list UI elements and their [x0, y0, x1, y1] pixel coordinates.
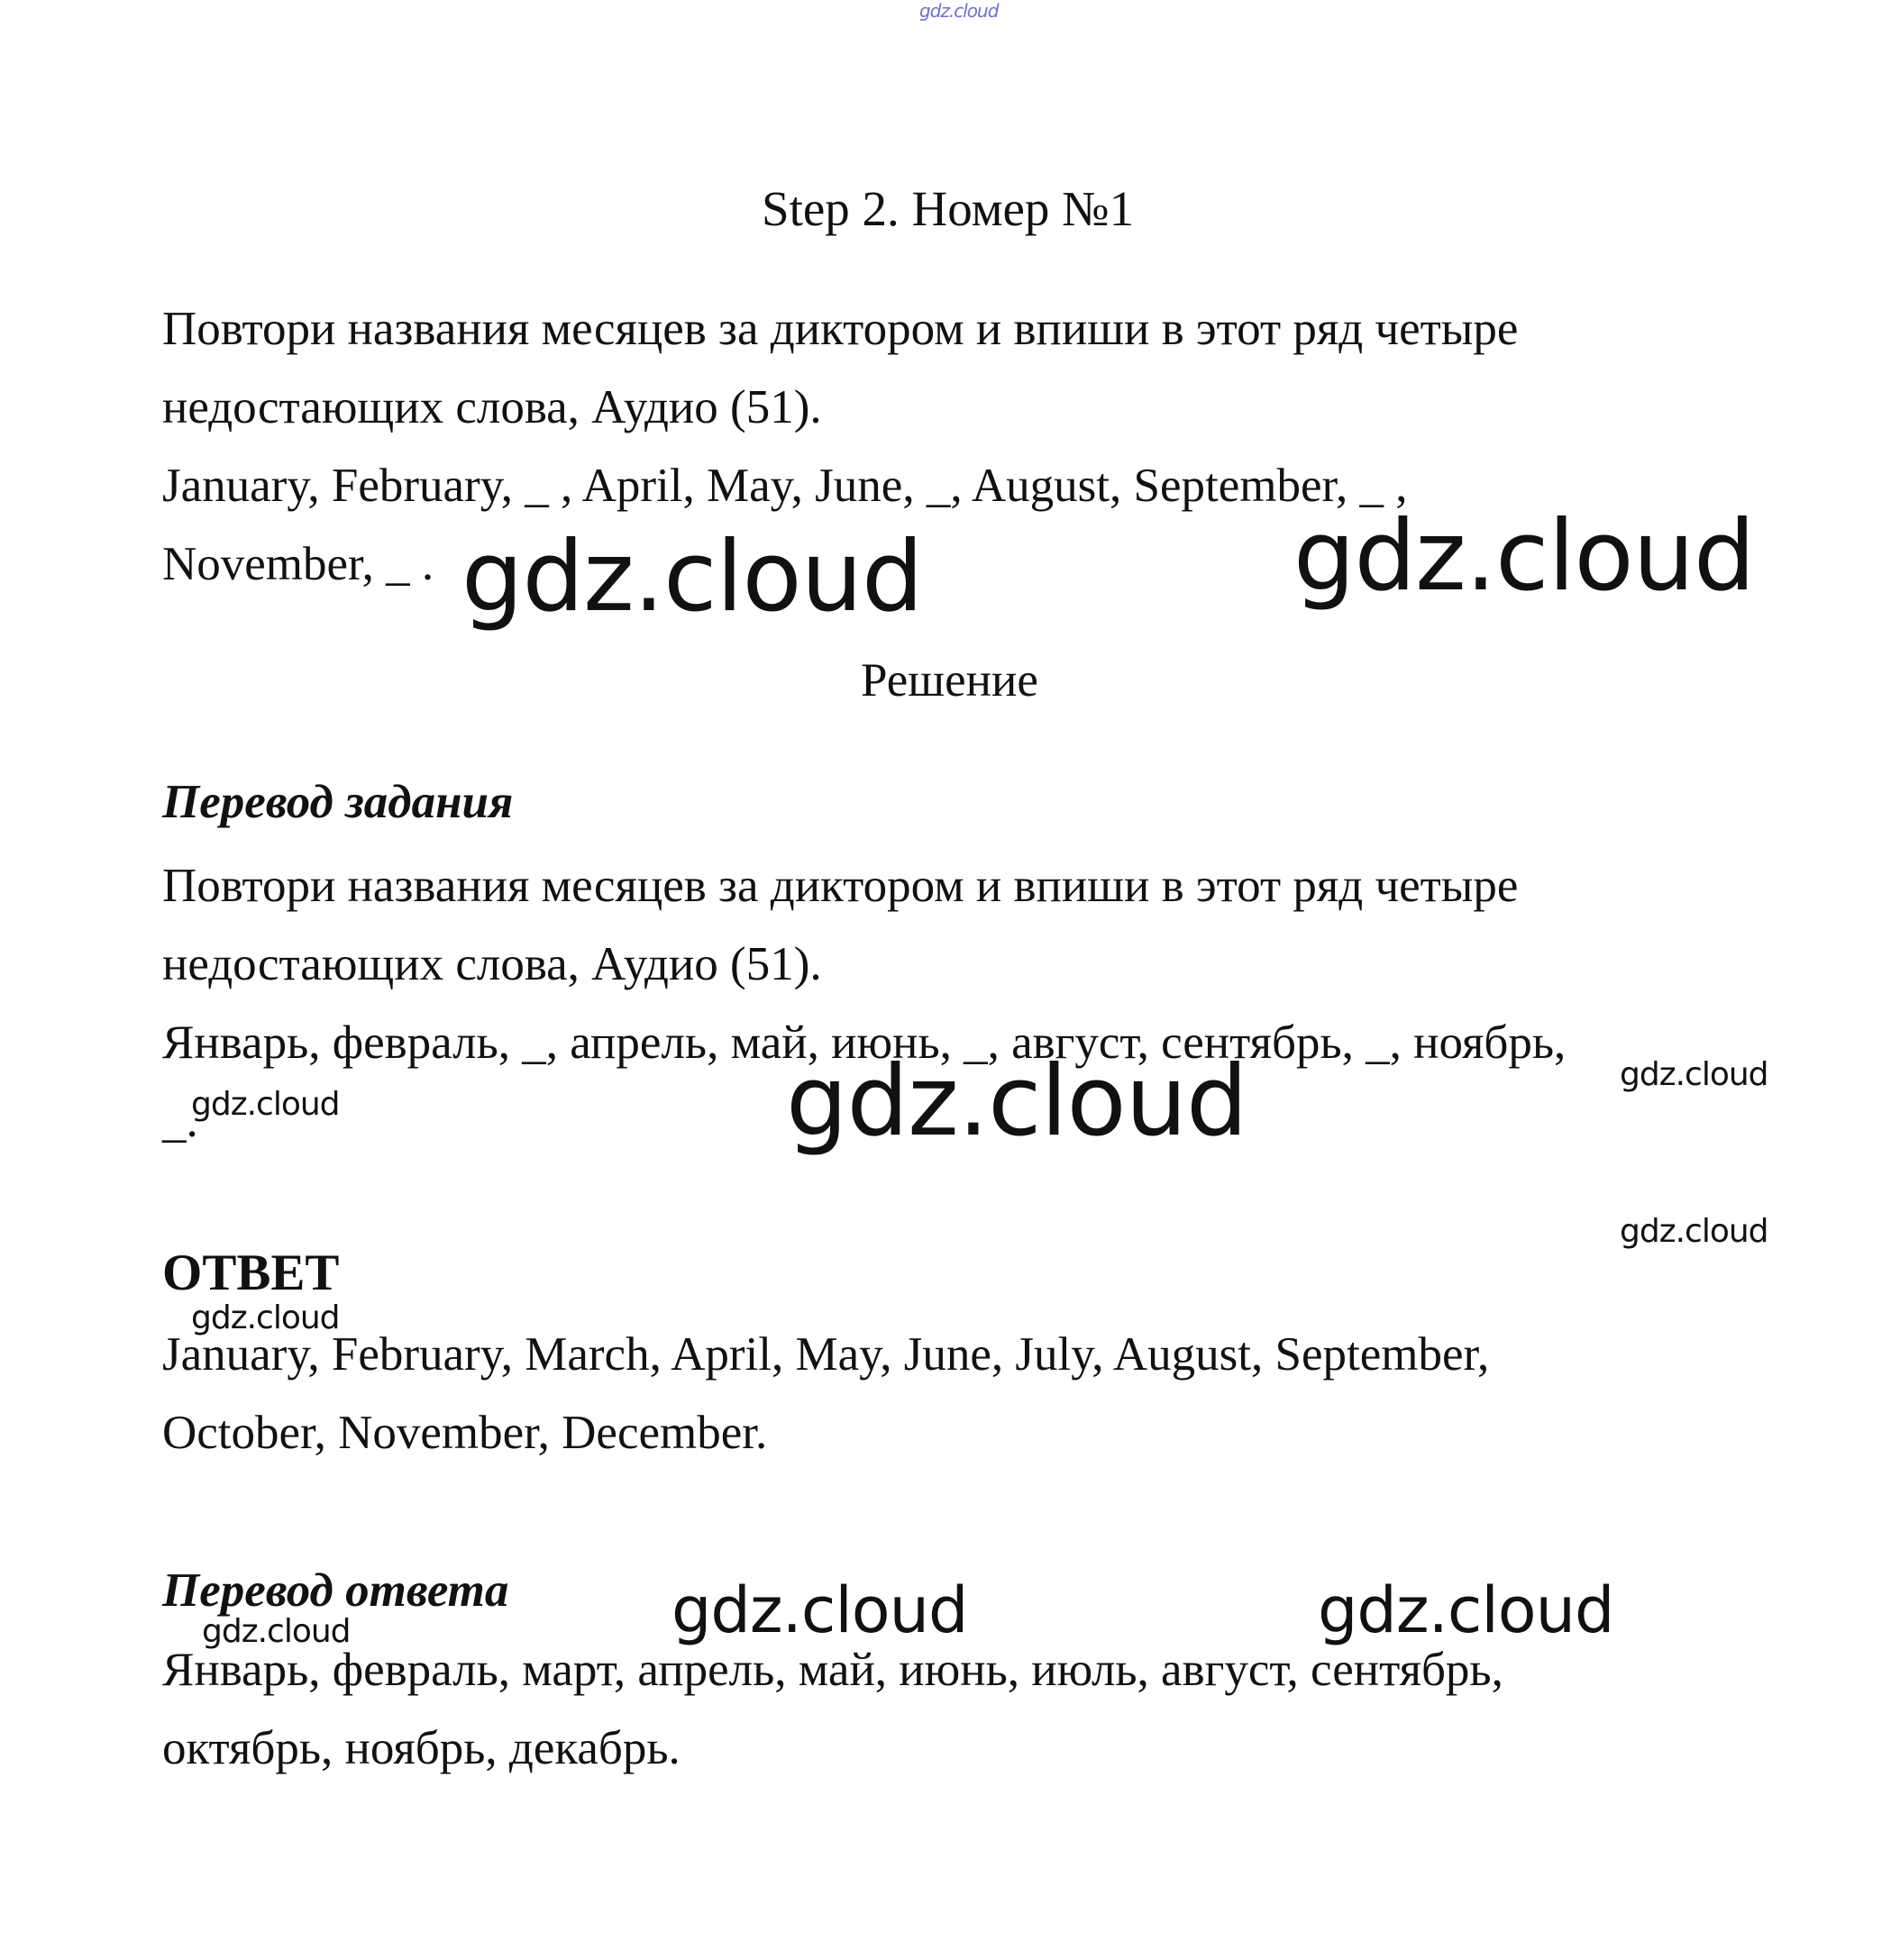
translation-answer-line-2: октябрь, ноябрь, декабрь. — [162, 1722, 681, 1774]
watermark: gdz.cloud — [191, 1299, 340, 1336]
watermark: gdz.cloud — [191, 1086, 340, 1123]
solution-label: Решение — [861, 654, 1038, 707]
watermark: gdz.cloud — [461, 521, 923, 634]
watermark: gdz.cloud — [1620, 1056, 1768, 1093]
watermark: gdz.cloud — [202, 1613, 351, 1650]
answer-line-2: October, November, December. — [162, 1407, 768, 1459]
page-title: Step 2. Номер №1 — [762, 181, 1135, 236]
translation-task-heading: Перевод задания — [162, 776, 514, 828]
task-line-2: недостающих слова, Аудио (51). — [162, 381, 822, 433]
translation-answer-line-1: Январь, февраль, март, апрель, май, июнь, июль, август, сентябрь, — [162, 1644, 1503, 1696]
translation-task-line-4: _. — [162, 1095, 198, 1147]
translation-task-line-2: недостающих слова, Аудио (51). — [162, 938, 822, 990]
watermark: gdz.cloud — [1293, 500, 1755, 613]
translation-task-line-3: Январь, февраль, _, апрель, май, июнь, _, август, сентябрь, _, ноябрь, — [162, 1016, 1567, 1069]
answer-heading: ОТВЕТ — [162, 1244, 340, 1301]
translation-task-line-1: Повтори названия месяцев за диктором и впиши в этот ряд четыре — [162, 860, 1519, 912]
watermark: gdz.cloud — [1620, 1213, 1768, 1250]
translation-answer-heading: Перевод ответа — [162, 1564, 509, 1617]
task-line-1: Повтори названия месяцев за диктором и впиши в этот ряд четыре — [162, 303, 1519, 355]
task-line-4: November, _ . — [162, 538, 434, 590]
watermark: gdz.cloud — [671, 1573, 968, 1647]
watermark: gdz.cloud — [1318, 1573, 1614, 1647]
watermark: gdz.cloud — [786, 1045, 1247, 1158]
watermark-top: gdz.cloud — [919, 0, 999, 22]
answer-line-1: January, February, March, April, May, June, July, August, September, — [162, 1328, 1490, 1381]
task-line-3: January, February, _ , April, May, June, _, August, September, _ , — [162, 460, 1408, 512]
